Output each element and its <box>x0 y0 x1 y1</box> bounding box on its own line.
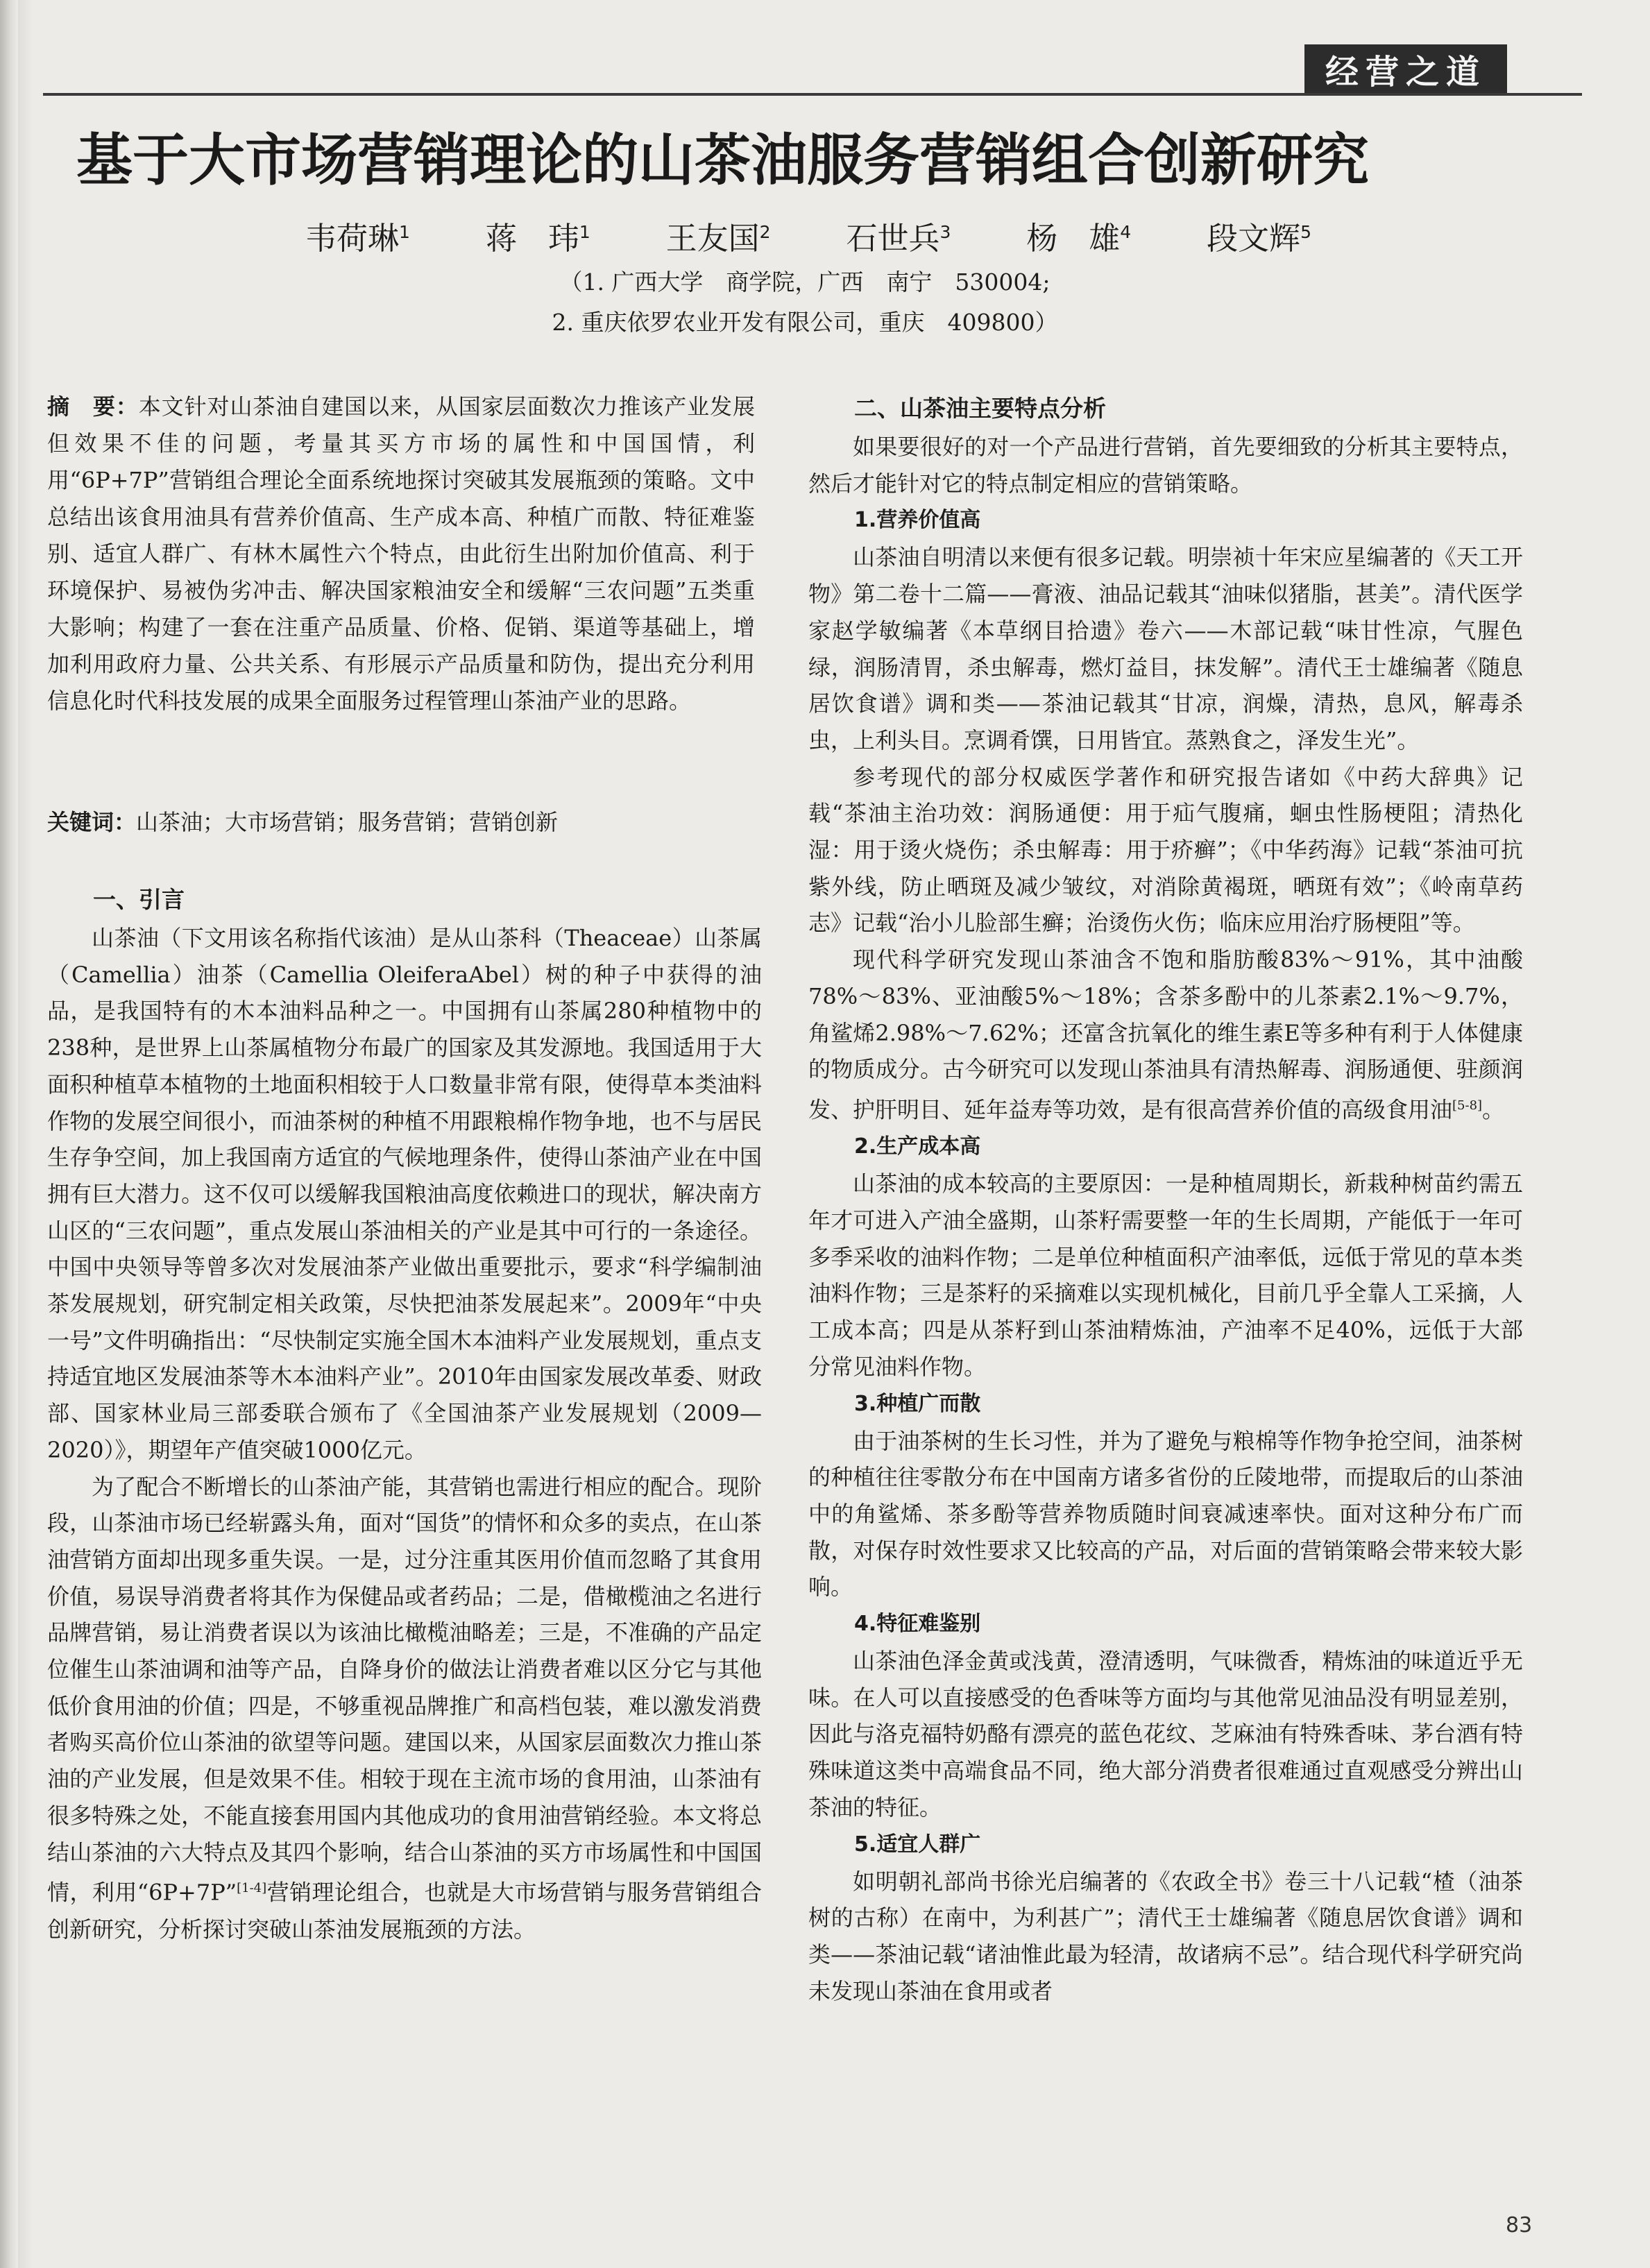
affiliation-2: 2. 重庆依罗农业开发有限公司，重庆 409800） <box>552 309 1058 336</box>
right-column <box>808 389 1523 2009</box>
subsection-heading: 1.营养价值高 <box>854 508 981 533</box>
author: 石世兵$^3$ <box>846 220 951 257</box>
author: 韦荷琳$^1$ <box>305 220 410 257</box>
page-binding-edge <box>0 0 18 2268</box>
left-column <box>47 880 762 1947</box>
citation: [1-4] <box>237 1881 267 1896</box>
subsection-heading: 4.特征难鉴别 <box>854 1612 981 1637</box>
keywords-text: 山茶油；大市场营销；服务营销；营销创新 <box>136 809 559 835</box>
author-list <box>305 212 1311 259</box>
keywords-label: 关键词： <box>47 809 137 835</box>
column-label-badge: 经营之道 <box>1304 44 1507 93</box>
author: 段文辉$^5$ <box>1207 220 1311 257</box>
abstract-text: 本文针对山茶油自建国以来，从国家层面数次力推该产业发展但效果不佳的问题，考量其买方市场的属性和中国国情，利用“6P+7P”营销组合理论全面系统地探讨突破其发展瓶颈的策略。文中总结出该食用油具有营养价值高、生产成本高、种植广而散、特征难鉴别、适宜人群广、有林木属性六个特点，由此衍生出附加价值高、利于环境保护、易被伪劣冲击、解决国家粮油安全和缓解“三农问题”五类重大影响；构建了一套在注重产品质量、价格、促销、渠道等基础上，增加利用政府力量、公共关系、有形展示产品质量和防伪，提出充分利用信息化时代科技发展的成果全面服务过程管理山茶油产业的思路。 <box>47 393 755 714</box>
paragraph: 山茶油的成本较高的主要原因：一是种植周期长，新栽种树苗约需五年才可进入产油全盛期，山茶籽需要整一年的生长周期，产能低于一年可多季采收的油料作物；二是单位种植面积产油率低，远低于常见的草本类油料作物；三是茶籽的采摘难以实现机械化，目前几乎全靠人工采摘，人工成本高；四是从茶籽到山茶油精炼油，产油率不足40%，远低于大部分常见油料作物。 <box>808 1170 1523 1380</box>
section-heading-features: 二、山茶油主要特点分析 <box>854 395 1106 422</box>
author: 蒋 玮$^1$ <box>485 220 590 257</box>
page-gutter-shadow <box>18 0 33 2268</box>
page-number: 83 <box>1506 2213 1533 2237</box>
paragraph: 现代科学研究发现山茶油含不饱和脂肪酸83%～91%，其中油酸78%～83%、亚油酸5%～18%；含茶多酚中的儿茶素2.1%～9.7%，角鲨烯2.98%～7.62%；还富含抗氧化的维生素E等多种有利于人体健康的物质成分。古今研究可以发现山茶油具有清热解毒、润肠通便、驻颜润发、护肝明目、延年益寿等功效，是有很高营养价值的高级食用油[5-8]。 <box>808 946 1523 1123</box>
header-rule <box>43 93 1582 96</box>
citation: [5-8] <box>1452 1098 1483 1113</box>
paragraph: 山茶油（下文用该名称指代该油）是从山茶科（Theaceae）山茶属（Camellia）油茶（Camellia OleiferaAbel）树的种子中获得的油品，是我国特有的木本油料品种之一。中国拥有山茶属280种植物中的238种，是世界上山茶属植物分布最广的国家及其发源地。我国适用于大面积种植草本植物的土地面积相较于人口数量非常有限，使得草本类油料作物的发展空间很小，而油茶树的种植不用跟粮棉作物争地，也不与居民生存争空间，加上我国南方适宜的气候地理条件，使得山茶油产业在中国拥有巨大潜力。这不仅可以缓解我国粮油高度依赖进口的现状，解决南方山区的“三农问题”，重点发展山茶油相关的产业是其中可行的一条途径。中国中央领导等曾多次对发展油茶产业做出重要批示，要求“科学编制油茶发展规划，研究制定相关政策，尽快把油茶发展起来”。2009年“中央一号”文件明确指出：“尽快制定实施全国木本油料产业发展规划，重点支持适宜地区发展油茶等木本油料产业”。2010年由国家发展改革委、财政部、国家林业局三部委联合颁布了《全国油茶产业发展规划（2009—2020）》，期望年产值突破1000亿元。 <box>47 925 762 1463</box>
paragraph: 如明朝礼部尚书徐光启编著的《农政全书》卷三十八记载“楂（油茶树的古称）在南中，为利甚广”；清代王士雄编著《随息居饮食谱》调和类——茶油记载“诸油惟此最为轻清，故诸病不忌”。结合现代科学研究尚未发现山茶油在食用或者 <box>808 1868 1523 2004</box>
affiliation-1: （1. 广西大学 商学院，广西 南宁 530004; <box>559 268 1051 296</box>
paragraph: 如果要很好的对一个产品进行营销，首先要细致的分析其主要特点，然后才能针对它的特点制定相应的营销策略。 <box>808 434 1523 497</box>
paragraph: 为了配合不断增长的山茶油产能，其营销也需进行相应的配合。现阶段，山茶油市场已经崭露头角，面对“国货”的情怀和众多的卖点，在山茶油营销方面却出现多重失误。一是，过分注重其医用价值而忽略了其食用价值，易误导消费者将其作为保健品或者药品；二是，借橄榄油之名进行品牌营销，易让消费者误以为该油比橄榄油略差；三是，不准确的产品定位催生山茶油调和油等产品，自降身价的做法让消费者难以区分它与其他低价食用油的价值；四是，不够重视品牌推广和高档包装，难以激发消费者购买高价位山茶油的欲望等问题。建国以来，从国家层面数次力推山茶油的产业发展，但是效果不佳。相较于现在主流市场的食用油，山茶油有很多特殊之处，不能直接套用国内其他成功的食用油营销经验。本文将总结山茶油的六大特点及其四个影响，结合山茶油的买方市场属性和中国国情，利用“6P+7P”[1-4]营销理论组合，也就是大市场营销与服务营销组合创新研究，分析探讨突破山茶油发展瓶颈的方法。 <box>47 1473 762 1943</box>
paragraph: 参考现代的部分权威医学著作和研究报告诸如《中药大辞典》记载“茶油主治功效：润肠通便：用于疝气腹痛，蛔虫性肠梗阻；清热化湿：用于烫火烧伤；杀虫解毒：用于疥癣”；《中华药海》记载“茶油可抗紫外线，防止晒斑及减少皱纹，对消除黄褐斑，晒斑有效”；《岭南草药志》记载“治小儿脸部生癣；治烫伤火伤；临床应用治疗肠梗阻”等。 <box>808 763 1523 937</box>
author: 杨 雄$^4$ <box>1026 220 1132 257</box>
abstract-label: 摘 要： <box>47 393 139 420</box>
author: 王友国$^2$ <box>665 220 771 257</box>
paragraph: 山茶油自明清以来便有很多记载。明崇祯十年宋应星编著的《天工开物》第二卷十二篇——膏液、油品记载其“油味似猪脂，甚美”。清代医学家赵学敏编著《本草纲目拾遗》卷六——木部记载“味甘性凉，气腥色绿，润肠清胃，杀虫解毒，燃灯益目，抹发解”。清代王士雄编著《随息居饮食谱》调和类——茶油记载其“甘凉，润燥，清热，息风，解毒杀虫，上利头目。烹调肴馔，日用皆宜。蒸熟食之，泽发生光”。 <box>808 544 1523 753</box>
subsection-heading: 3.种植广而散 <box>854 1391 981 1416</box>
section-heading-introduction: 一、引言 <box>93 886 185 913</box>
abstract <box>47 389 755 719</box>
paragraph: 山茶油色泽金黄或浅黄，澄清透明，气味微香，精炼油的味道近乎无味。在人可以直接感受的色香味等方面均与其他常见油品没有明显差别，因此与洛克福特奶酪有漂亮的蓝色花纹、芝麻油有特殊香味、茅台酒有特殊味道这类中高端食品不同，绝大部分消费者很难通过直观感受分辨出山茶油的特征。 <box>808 1648 1523 1821</box>
paragraph: 由于油茶树的生长习性，并为了避免与粮棉等作物争抢空间，油茶树的种植往往零散分布在中国南方诸多省份的丘陵地带，而提取后的山茶油中的角鲨烯、茶多酚等营养物质随时间衰减速率快。面对这种分布广而散，对保存时效性要求又比较高的产品，对后面的营销策略会带来较大影响。 <box>808 1427 1523 1601</box>
article-title: 基于大市场营销理论的山茶油服务营销组合创新研究 <box>76 128 1370 194</box>
keywords <box>47 805 755 839</box>
subsection-heading: 2.生产成本高 <box>854 1134 981 1159</box>
subsection-heading: 5.适宜人群广 <box>854 1832 981 1857</box>
